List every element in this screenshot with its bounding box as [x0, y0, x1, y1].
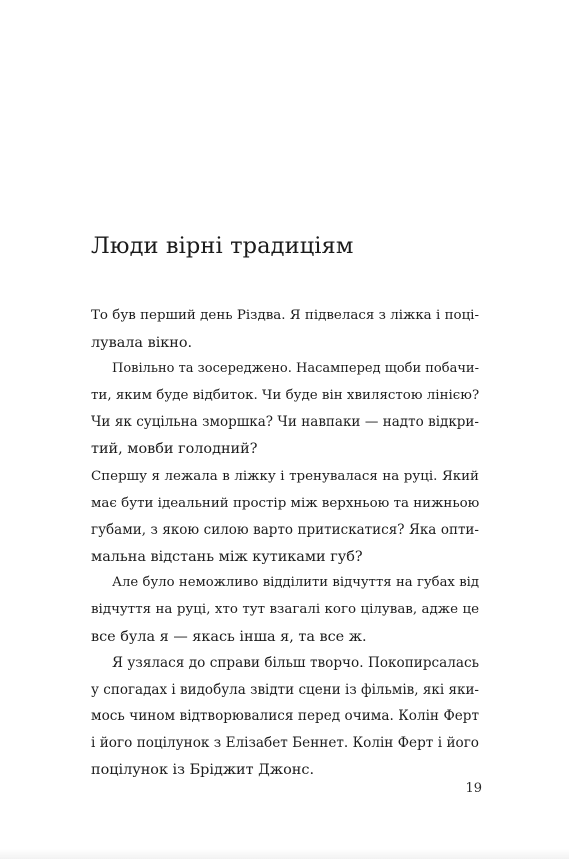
text-line: Але було неможливо відділити відчуття на губах від	[112, 575, 479, 591]
text-line: тий, мовби голодний?	[91, 440, 258, 457]
text-line: мось чином відтворювалися перед очима. Колін Ферт	[91, 708, 479, 725]
page-number: 19	[465, 781, 482, 796]
text-line: у спогадах і видобула звідти сцени із фільмів, які яки-	[91, 681, 479, 698]
text-line: і його поцілунок з Елізабет Беннет. Колін Ферт і його	[91, 734, 479, 751]
text-line: ти, яким буде відбиток. Чи буде він хвилястою лінією?	[91, 387, 480, 403]
text-line: Повільно та зосереджено. Насамперед щоби побачи-	[112, 361, 479, 377]
text-line: має бути ідеальний простір між верхньою та нижньою	[91, 495, 480, 511]
text-line: губами, з якою силою варто притискатися? Яка опти-	[91, 522, 479, 539]
text-section-2	[91, 464, 479, 783]
text-line: все була я — якась інша я, та все ж.	[91, 628, 367, 645]
text-line: То був перший день Різдва. Я підвелася з ліжка і поці-	[91, 308, 479, 323]
text-line: Чи як суцільна зморшка? Чи навпаки — надто відкри-	[91, 414, 479, 431]
text-line: мальна відстань між кутиками губ?	[91, 548, 363, 565]
text-line: Спершу я лежала в ліжку і тренувалася на руці. Який	[91, 469, 479, 484]
chapter-title: Люди вірні традиціям	[91, 233, 354, 259]
text-section-1	[91, 303, 479, 463]
text-line: відчуття на руці, хто тут взагалі кого цілував, адже це	[91, 601, 479, 617]
page-edge-shadow	[0, 849, 569, 859]
text-line: поцілунок із Бріджит Джонс.	[91, 761, 315, 778]
text-line: Я узялася до справи більш творчо. Покопирсалась	[112, 655, 479, 672]
text-line: лувала вікно.	[91, 334, 193, 351]
